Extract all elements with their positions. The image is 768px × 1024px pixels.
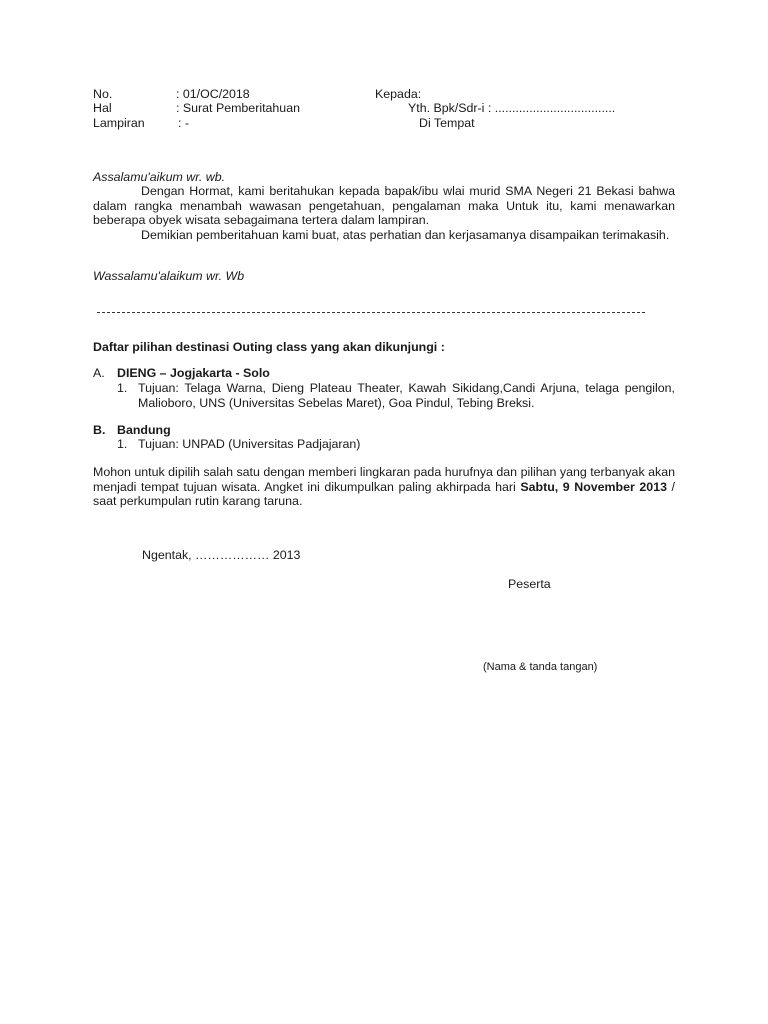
dashed-separator bbox=[97, 312, 645, 313]
hal-value: : Surat Pemberitahuan bbox=[176, 101, 300, 115]
option-a-item bbox=[117, 381, 675, 410]
lampiran-value: : - bbox=[178, 116, 190, 130]
body-paragraph-1: Dengan Hormat, kami beritahukan kepada bapak/ibu wlai murid SMA Negeri 21 Bekasi bahwa dalam rangka menambah wawasan pengetahuan, pengalaman maka Untuk itu, kami menawarkan beberapa obyek wisata sebagaimana tertera dalam lampiran. bbox=[93, 184, 675, 227]
lampiran-label: Lampiran bbox=[93, 116, 145, 130]
hal-label: Hal bbox=[93, 101, 112, 115]
option-b-destinations: Tujuan: UNPAD (Universitas Padjajaran) bbox=[138, 437, 361, 451]
option-b-item bbox=[117, 437, 675, 452]
closing-greeting: Wassalamu'alaikum wr. Wb bbox=[93, 269, 245, 283]
recipient-line: Yth. Bpk/Sdr-i : ................................... bbox=[408, 101, 616, 115]
kepada-label: Kepada: bbox=[375, 87, 422, 101]
place-date: Ngentak, ……………… 2013 bbox=[142, 548, 301, 562]
option-a-letter: A. bbox=[93, 366, 105, 380]
letter-body bbox=[93, 184, 675, 242]
option-a-title: DIENG – Jogjakarta - Solo bbox=[117, 366, 270, 380]
di-tempat: Di Tempat bbox=[419, 116, 475, 130]
signature-label: (Nama & tanda tangan) bbox=[483, 661, 598, 673]
deadline-date: Sabtu, 9 November 2013 bbox=[520, 479, 667, 494]
option-b-title: Bandung bbox=[117, 423, 171, 437]
option-b-number: 1. bbox=[117, 437, 128, 451]
option-b-letter: B. bbox=[93, 423, 106, 437]
participant-label: Peserta bbox=[508, 577, 551, 591]
instruction-text-end: / saat perkumpulan rutin karang taruna. bbox=[93, 479, 676, 508]
body-paragraph-2: Demikian pemberitahuan kami buat, atas perhatian dan kerjasamanya disampaikan terimakasih. bbox=[141, 227, 670, 242]
list-title: Daftar pilihan destinasi Outing class yang akan dikunjungi : bbox=[93, 340, 445, 354]
instruction-paragraph bbox=[93, 465, 675, 509]
no-value: : 01/OC/2018 bbox=[176, 87, 250, 101]
no-label: No. bbox=[93, 87, 113, 101]
instruction-text: Mohon untuk dipilih salah satu dengan memberi lingkaran pada hurufnya dan pilihan yang terbanyak akan menjadi tempat tujuan wisata. Angket ini dikumpulkan paling akhirpada hari bbox=[93, 465, 675, 494]
option-a-destinations: Tujuan: Telaga Warna, Dieng Plateau Theater, Kawah Sikidang,Candi Arjuna, telaga pengilon, Malioboro, UNS (Universitas Sebelas Maret), Goa Pindul, Tebing Breksi. bbox=[138, 381, 675, 410]
opening-greeting: Assalamu'aikum wr. wb. bbox=[93, 170, 226, 184]
option-a-number: 1. bbox=[117, 381, 128, 395]
